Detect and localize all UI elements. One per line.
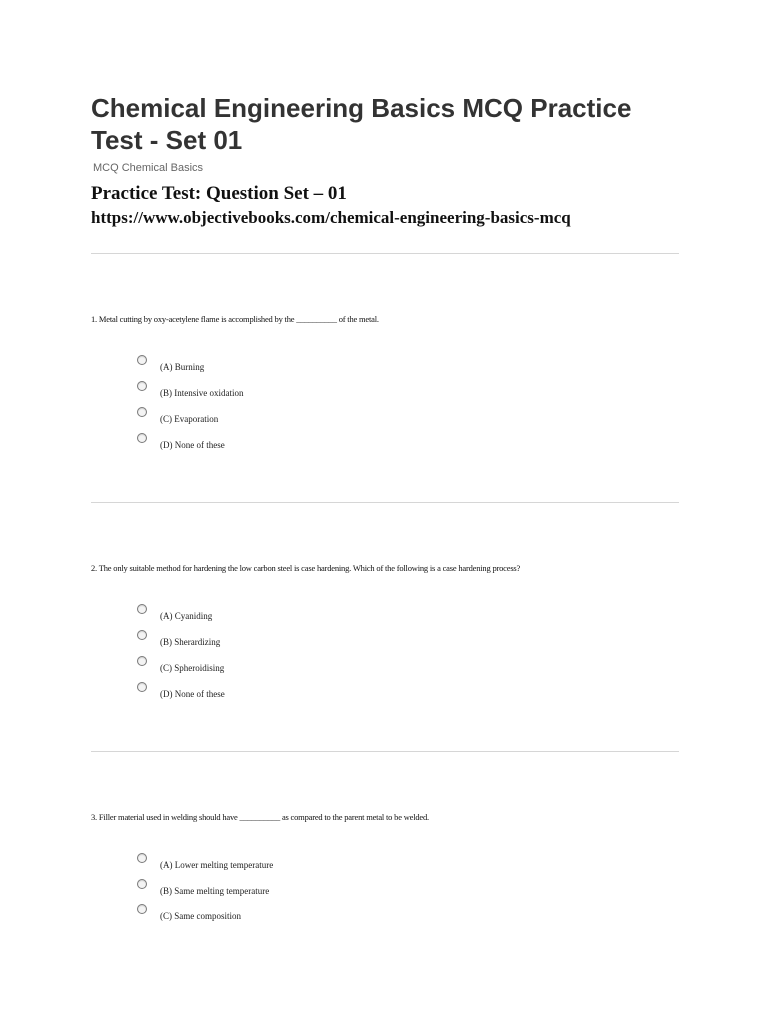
- divider: [91, 751, 679, 752]
- question-1-option-a[interactable]: [137, 355, 437, 375]
- question-3-option-c[interactable]: [137, 904, 437, 924]
- divider: [91, 253, 679, 254]
- radio-button[interactable]: [137, 879, 147, 889]
- option-label: (C) Same composition: [160, 911, 241, 921]
- question-2-option-c[interactable]: [137, 656, 437, 676]
- question-2-option-a[interactable]: [137, 604, 437, 624]
- option-label: (C) Spheroidising: [160, 663, 225, 673]
- divider: [91, 502, 679, 503]
- option-label: (D) None of these: [160, 440, 225, 450]
- option-label: (A) Burning: [160, 362, 205, 372]
- radio-button[interactable]: [137, 381, 147, 391]
- question-1-option-b[interactable]: [137, 381, 437, 401]
- practice-test-subtitle: Practice Test: Question Set – 01: [91, 183, 347, 204]
- question-3-option-b[interactable]: [137, 879, 437, 899]
- question-2-text: 2. The only suitable method for hardening the low carbon steel is case hardening. Which of the following is a case hardening process?: [91, 563, 521, 573]
- source-url: https://www.objectivebooks.com/chemical-engineering-basics-mcq: [91, 208, 571, 227]
- radio-button[interactable]: [137, 656, 147, 666]
- question-3-option-a[interactable]: [137, 853, 437, 873]
- question-2-option-b[interactable]: [137, 630, 437, 650]
- question-1-text: 1. Metal cutting by oxy-acetylene flame is accomplished by the __________ of the metal.: [91, 314, 379, 324]
- option-label: (B) Sherardizing: [160, 637, 221, 647]
- option-label: (A) Cyaniding: [160, 611, 213, 621]
- radio-button[interactable]: [137, 433, 147, 443]
- radio-button[interactable]: [137, 407, 147, 417]
- radio-button[interactable]: [137, 904, 147, 914]
- option-label: (B) Same melting temperature: [160, 886, 270, 896]
- option-label: (B) Intensive oxidation: [160, 388, 244, 398]
- question-2-option-d[interactable]: [137, 682, 437, 702]
- category-label[interactable]: MCQ Chemical Basics: [93, 162, 204, 174]
- option-label: (D) None of these: [160, 689, 225, 699]
- question-3-text: 3. Filler material used in welding should have __________ as compared to the parent metal to be welded.: [91, 812, 429, 822]
- page-title: Chemical Engineering Basics MCQ Practice Test - Set 01: [91, 93, 632, 155]
- option-label: (C) Evaporation: [160, 414, 219, 424]
- option-label: (A) Lower melting temperature: [160, 860, 274, 870]
- question-1-option-d[interactable]: [137, 433, 437, 453]
- radio-button[interactable]: [137, 355, 147, 365]
- radio-button[interactable]: [137, 630, 147, 640]
- radio-button[interactable]: [137, 682, 147, 692]
- radio-button[interactable]: [137, 604, 147, 614]
- radio-button[interactable]: [137, 853, 147, 863]
- question-1-option-c[interactable]: [137, 407, 437, 427]
